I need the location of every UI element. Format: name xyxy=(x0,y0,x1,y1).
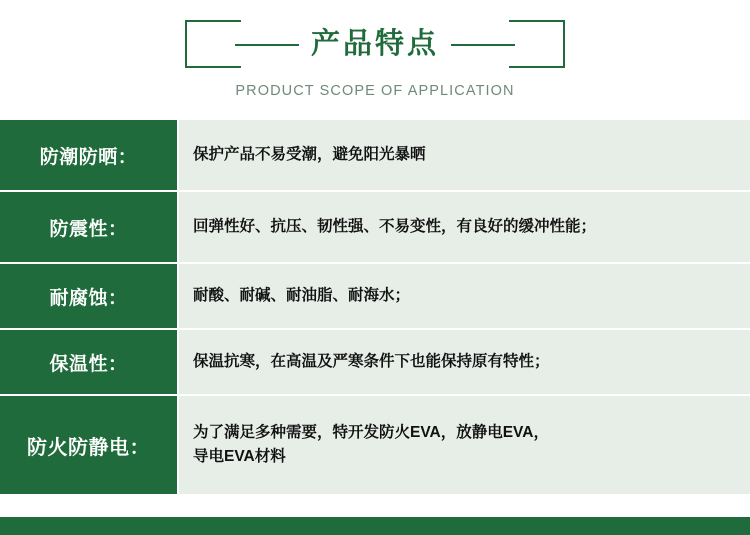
feature-label: 保温性： xyxy=(0,329,178,395)
feature-value xyxy=(178,395,750,494)
page-subtitle: PRODUCT SCOPE OF APPLICATION xyxy=(235,83,515,99)
footer-bar xyxy=(0,517,750,535)
feature-value xyxy=(178,120,750,191)
feature-value-line: 保温抗寒，在高温及严寒条件下也能保持原有特性； xyxy=(193,352,550,370)
feature-value-line: 为了满足多种需要，特开发防火EVA，放静电EVA， xyxy=(193,423,549,441)
feature-label: 防震性： xyxy=(0,191,178,263)
frame-corner-bottom-left xyxy=(185,22,241,68)
frame-corner-bottom-right xyxy=(509,22,565,68)
table-row xyxy=(0,395,750,494)
feature-value xyxy=(178,263,750,329)
table-row xyxy=(0,329,750,395)
feature-value-line: 耐酸、耐碱、耐油脂、耐海水； xyxy=(193,286,411,304)
feature-table xyxy=(0,120,750,494)
title-frame xyxy=(185,18,565,70)
feature-label: 防火防静电： xyxy=(0,395,178,494)
feature-label: 耐腐蚀： xyxy=(0,263,178,329)
table-row xyxy=(0,120,750,191)
title-rule-right xyxy=(441,44,515,46)
feature-value-line: 保护产品不易受潮，避免阳光暴晒 xyxy=(193,145,426,163)
feature-label: 防潮防晒： xyxy=(0,120,178,191)
table-row xyxy=(0,191,750,263)
title-rule-left xyxy=(235,44,309,46)
page-title: 产品特点 xyxy=(299,30,451,59)
feature-value xyxy=(178,191,750,263)
feature-value xyxy=(178,329,750,395)
feature-value-line: 导电EVA材料 xyxy=(193,448,286,465)
table-row xyxy=(0,263,750,329)
page-header xyxy=(0,0,750,120)
feature-value-line: 回弹性好、抗压、韧性强、不易变性，有良好的缓冲性能； xyxy=(193,217,597,235)
